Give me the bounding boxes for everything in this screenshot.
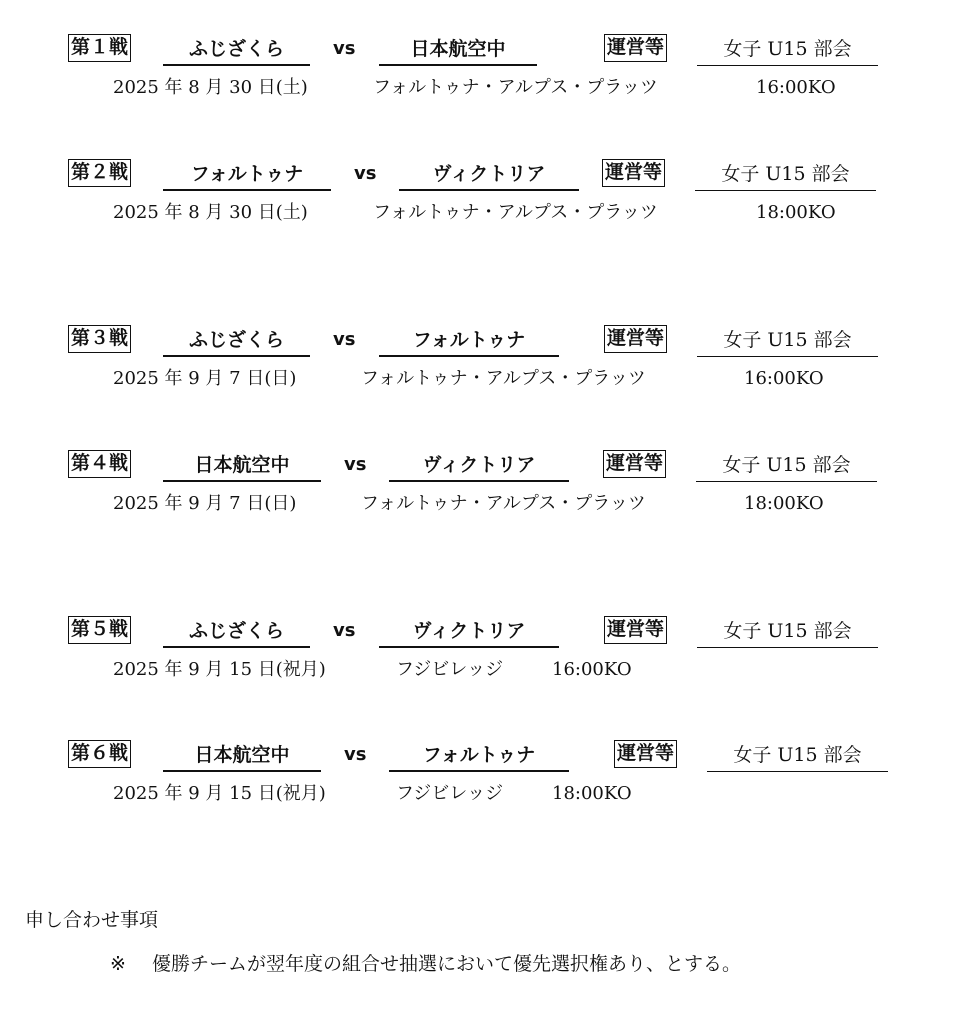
- role-label: 運営等: [604, 616, 667, 644]
- match-number-label: 第６戦: [68, 740, 131, 768]
- match-header-row: [0, 448, 979, 488]
- match-details-row: [113, 74, 836, 102]
- versus-label: vs: [333, 329, 356, 350]
- match-date: 2025 年 9 月 7 日(日): [113, 493, 297, 514]
- organizer: 女子 U15 部会: [696, 452, 877, 482]
- organizer: 女子 U15 部会: [697, 327, 878, 357]
- match-block: [0, 614, 979, 704]
- match-header-row: [0, 32, 979, 72]
- organizer: 女子 U15 部会: [707, 742, 888, 772]
- match-number-label: 第５戦: [68, 616, 131, 644]
- match-date: 2025 年 9 月 15 日(祝月): [113, 659, 326, 680]
- match-number-label: 第２戦: [68, 159, 131, 187]
- away-team: ヴィクトリア: [389, 452, 569, 482]
- match-header-row: [0, 323, 979, 363]
- organizer: 女子 U15 部会: [697, 36, 878, 66]
- organizer: 女子 U15 部会: [697, 618, 878, 648]
- match-date: 2025 年 8 月 30 日(土): [113, 77, 308, 98]
- versus-label: vs: [344, 454, 367, 475]
- away-team: フォルトゥナ: [389, 742, 569, 772]
- match-venue: フォルトゥナ・アルプス・プラッツ: [361, 368, 646, 389]
- match-block: [0, 32, 979, 122]
- match-venue: フジビレッジ: [396, 659, 504, 680]
- kickoff-time: 16:00KO: [552, 659, 632, 680]
- away-team: ヴィクトリア: [399, 161, 579, 191]
- home-team: フォルトゥナ: [163, 161, 331, 191]
- match-block: [0, 738, 979, 828]
- match-date: 2025 年 9 月 7 日(日): [113, 368, 297, 389]
- role-label: 運営等: [602, 159, 665, 187]
- kickoff-time: 18:00KO: [744, 493, 824, 514]
- match-header-row: [0, 738, 979, 778]
- away-team: フォルトゥナ: [379, 327, 559, 357]
- away-team: 日本航空中: [379, 36, 537, 66]
- home-team: ふじざくら: [163, 36, 310, 66]
- home-team: 日本航空中: [163, 742, 321, 772]
- home-team: ふじざくら: [163, 327, 310, 357]
- match-details-row: [113, 490, 824, 518]
- match-header-row: [0, 157, 979, 197]
- role-label: 運営等: [604, 325, 667, 353]
- away-team: ヴィクトリア: [379, 618, 559, 648]
- match-block: [0, 323, 979, 413]
- kickoff-time: 18:00KO: [756, 202, 836, 223]
- match-details-row: [113, 365, 824, 393]
- kickoff-time: 16:00KO: [756, 77, 836, 98]
- match-details-row: [113, 780, 632, 808]
- match-number-label: 第３戦: [68, 325, 131, 353]
- role-label: 運営等: [604, 34, 667, 62]
- match-block: [0, 157, 979, 247]
- role-label: 運営等: [603, 450, 666, 478]
- kickoff-time: 18:00KO: [552, 783, 632, 804]
- home-team: ふじざくら: [163, 618, 310, 648]
- match-details-row: [113, 199, 836, 227]
- notes-title: 申し合わせ事項: [25, 909, 159, 931]
- match-venue: フォルトゥナ・アルプス・プラッツ: [373, 202, 658, 223]
- match-number-label: 第１戦: [68, 34, 131, 62]
- match-number-label: 第４戦: [68, 450, 131, 478]
- reference-mark: ※: [110, 953, 126, 975]
- note-text: 優勝チームが翌年度の組合せ抽選において優先選択権あり、とする。: [152, 953, 742, 975]
- match-venue: フォルトゥナ・アルプス・プラッツ: [361, 493, 646, 514]
- match-details-row: [113, 656, 632, 684]
- versus-label: vs: [333, 38, 356, 59]
- organizer: 女子 U15 部会: [695, 161, 876, 191]
- match-date: 2025 年 8 月 30 日(土): [113, 202, 308, 223]
- home-team: 日本航空中: [163, 452, 321, 482]
- match-block: [0, 448, 979, 538]
- match-venue: フォルトゥナ・アルプス・プラッツ: [373, 77, 658, 98]
- kickoff-time: 16:00KO: [744, 368, 824, 389]
- match-venue: フジビレッジ: [396, 783, 504, 804]
- versus-label: vs: [344, 744, 367, 765]
- versus-label: vs: [333, 620, 356, 641]
- match-header-row: [0, 614, 979, 654]
- match-date: 2025 年 9 月 15 日(祝月): [113, 783, 326, 804]
- versus-label: vs: [354, 163, 377, 184]
- note-item: [110, 950, 741, 978]
- role-label: 運営等: [614, 740, 677, 768]
